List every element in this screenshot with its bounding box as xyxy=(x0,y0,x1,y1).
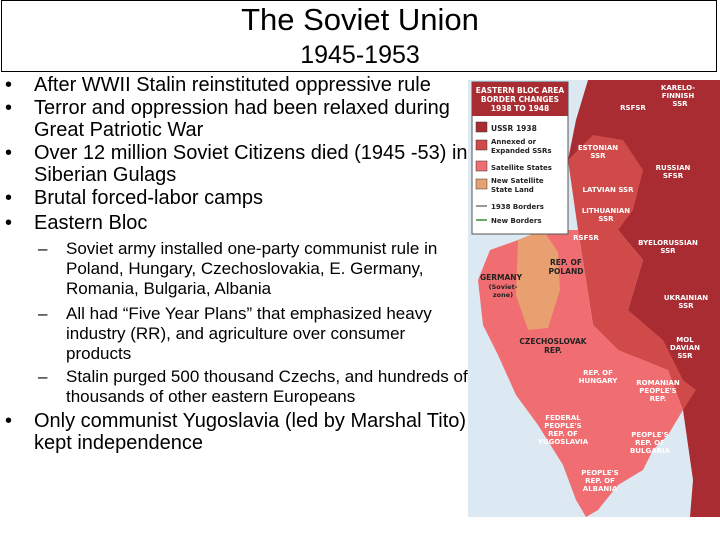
map-label: REP. OF xyxy=(635,439,665,447)
map-label: LATVIAN SSR xyxy=(582,186,634,194)
sub-bullet-item: – Soviet army installed one-party communist rule in Poland, Hungary, Czechoslovakia, E. Germany, Romania, Bulgaria, Albania xyxy=(0,239,468,299)
map-label: SSR xyxy=(672,100,688,108)
map-label: CZECHOSLOVAK xyxy=(519,337,587,346)
map-label: ALBANIA xyxy=(582,485,618,493)
map-label: POLAND xyxy=(548,267,584,276)
map-legend xyxy=(472,82,568,234)
bullet-item: • Terror and oppression had been relaxed during Great Patriotic War xyxy=(0,97,468,141)
legend-title: EASTERN BLOC AREA xyxy=(475,86,565,95)
bullet-item: • Only communist Yugoslavia (led by Marshal Tito) kept independence xyxy=(0,410,468,454)
legend-label: USSR 1938 xyxy=(491,124,537,133)
legend-label: State Land xyxy=(491,186,534,194)
slide-subtitle: 1945-1953 xyxy=(300,41,420,69)
map-label: PEOPLE'S xyxy=(639,387,677,395)
map-label: GERMANY xyxy=(479,273,523,282)
sub-bullet-item: – Stalin purged 500 thousand Czechs, and hundreds of thousands of other eastern Europeans xyxy=(0,367,468,407)
map-label: RSFSR xyxy=(620,104,646,112)
legend-title: BORDER CHANGES xyxy=(480,95,560,104)
bullet-item: • Eastern Bloc xyxy=(0,212,468,234)
map-label: SSR xyxy=(598,215,614,223)
legend-label: Expanded SSRs xyxy=(491,147,552,155)
map-label: MOL xyxy=(676,336,694,344)
map-label: ROMANIAN xyxy=(636,379,680,387)
map-label: RUSSIAN xyxy=(655,164,691,172)
map-label: REP. OF xyxy=(548,430,578,438)
bullet-item: • Brutal forced-labor camps xyxy=(0,187,468,209)
map-label: SSR xyxy=(590,152,606,160)
map-label: DAVIAN xyxy=(669,344,701,352)
bullet-list xyxy=(0,74,468,454)
bullet-item: • After WWII Stalin reinstituted oppressive rule xyxy=(0,74,468,96)
map-label: SSR xyxy=(660,247,676,255)
map-label: REP. xyxy=(649,395,667,403)
map-label: BULGARIA xyxy=(629,447,671,455)
map-label: SSR xyxy=(677,352,693,360)
map-label: zone) xyxy=(492,291,514,299)
legend-label: New Borders xyxy=(491,217,542,225)
map-label: PEOPLE'S xyxy=(581,469,619,477)
sub-bullet-item: – All had “Five Year Plans” that emphasized heavy industry (RR), and agriculture over consumer products xyxy=(0,304,468,364)
map-label: PEOPLE'S xyxy=(544,422,582,430)
map-label: FINNISH xyxy=(661,92,695,100)
map-label: (Soviet- xyxy=(488,283,518,291)
map-label: KARELO- xyxy=(660,84,696,92)
map-label: REP. OF xyxy=(583,369,613,377)
map-label: REP. OF xyxy=(550,258,582,267)
legend-title: 1938 TO 1948 xyxy=(490,104,550,113)
map-label: YUGOSLAVIA xyxy=(537,438,589,446)
map-label: REP. OF xyxy=(585,477,615,485)
map-label: UKRAINIAN xyxy=(663,294,709,302)
map-label: REP. xyxy=(544,346,562,355)
legend-label: New Satellite xyxy=(491,177,544,185)
slide-title: The Soviet Union xyxy=(241,2,479,37)
map-label: ESTONIAN xyxy=(577,144,619,152)
map-label: FEDERAL xyxy=(545,414,581,422)
legend-label: Annexed or xyxy=(491,138,537,146)
eastern-bloc-map xyxy=(468,80,720,517)
map-label: PEOPLE'S xyxy=(631,431,669,439)
map-label: SFSR xyxy=(662,172,684,180)
map-label: SSR xyxy=(678,302,694,310)
map-label: LITHUANIAN xyxy=(581,207,631,215)
map-label: RSFSR xyxy=(573,234,599,242)
map-label: HUNGARY xyxy=(578,377,618,385)
legend-label: 1938 Borders xyxy=(491,203,544,211)
legend-label: Satellite States xyxy=(491,164,552,172)
bullet-item: • Over 12 million Soviet Citizens died (1945 -53) in Siberian Gulags xyxy=(0,142,468,186)
map-label: BYELORUSSIAN xyxy=(638,239,698,247)
